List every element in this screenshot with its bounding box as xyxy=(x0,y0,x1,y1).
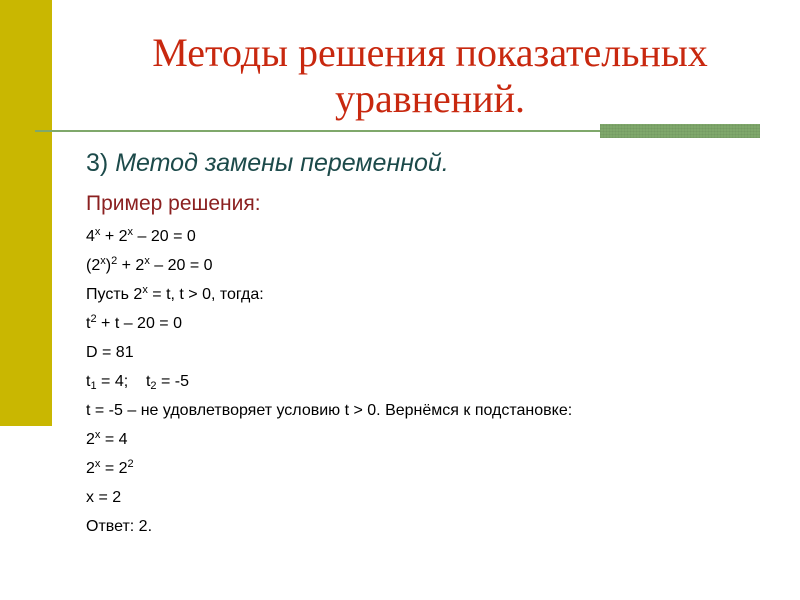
left-accent-bar xyxy=(0,0,52,426)
quadratic-line: $t^2 + t - 20 = 0$ xyxy=(86,313,182,332)
solution-lines xyxy=(86,222,572,541)
power-form-line: $2^x = 2^2$ xyxy=(86,458,134,477)
solution-line: x = 2 xyxy=(86,489,122,506)
root-check-line: t = -5 – не удовлетворяет условию t > 0. Вернёмся к подстановке: xyxy=(86,402,573,419)
example-heading: Пример решения: xyxy=(86,192,261,215)
method-name: Метод замены переменной. xyxy=(115,149,449,177)
substitution-line: Пусть $2^x = t$, t > 0, тогда: xyxy=(86,284,264,303)
back-substitution-line: $2^x = 4$ xyxy=(86,429,128,448)
slide-title: Методы решения показательных уравнений. xyxy=(152,30,708,121)
divider-accent-block xyxy=(600,124,760,138)
roots-line: $t_1 = 4$; $t_2 = -5$ xyxy=(86,373,189,392)
equation-line-2: $(2^x)^2 + 2^x - 20 = 0$ xyxy=(86,255,213,274)
title-divider xyxy=(35,130,605,132)
method-heading xyxy=(86,148,449,178)
answer-line: Ответ: 2. xyxy=(86,518,153,535)
method-number: 3) xyxy=(86,149,109,177)
equation-line-1: $4^x + 2^x - 20 = 0$ xyxy=(86,226,196,245)
discriminant-line: D = 81 xyxy=(86,344,134,361)
